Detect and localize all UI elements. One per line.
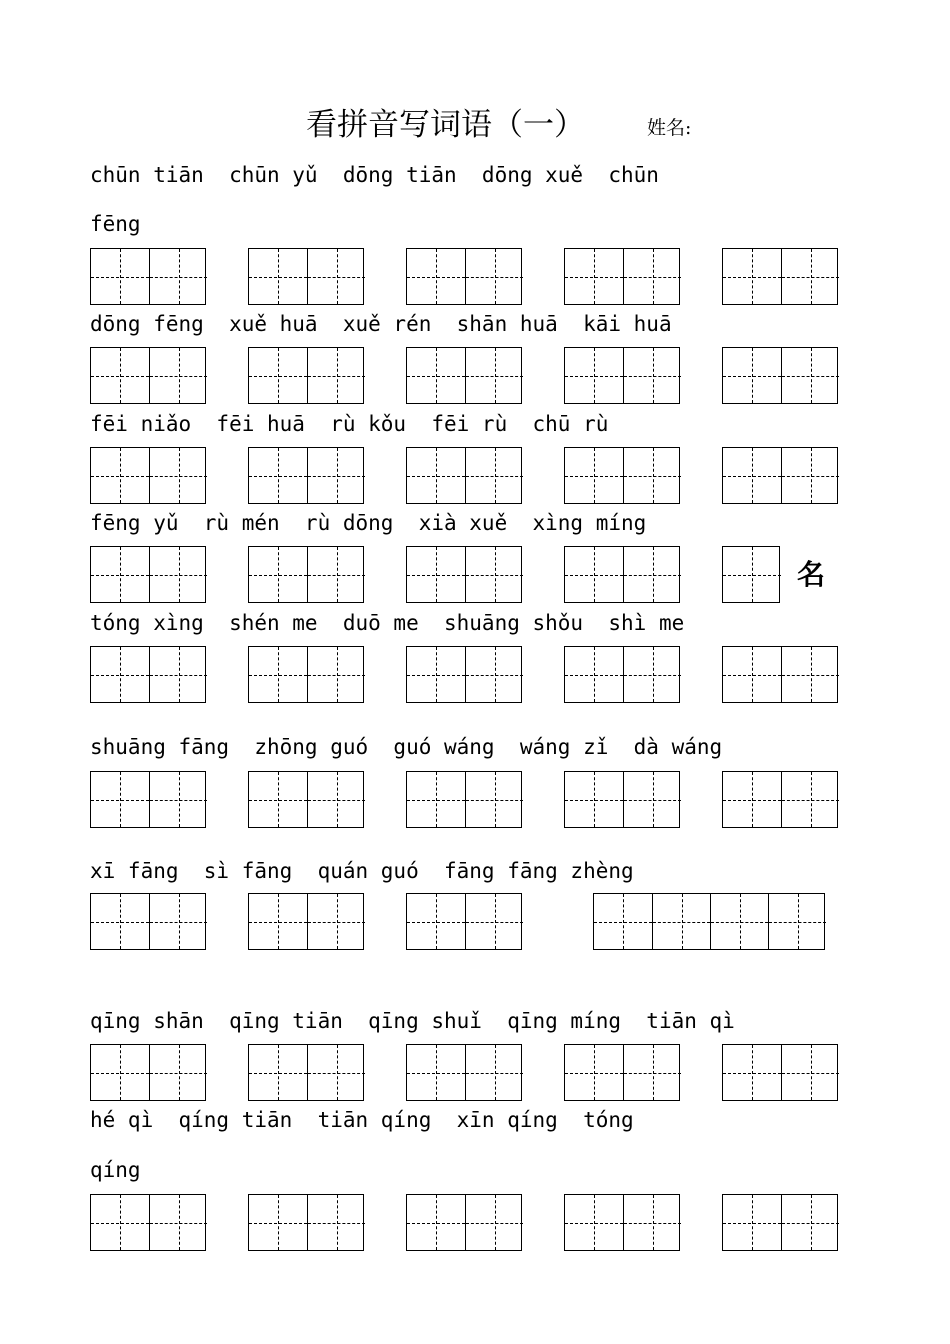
character-cell[interactable] bbox=[91, 547, 149, 602]
character-cell[interactable] bbox=[781, 448, 839, 503]
writing-box bbox=[406, 1194, 522, 1251]
writing-box bbox=[90, 546, 206, 603]
character-cell[interactable] bbox=[565, 1195, 623, 1250]
character-cell[interactable] bbox=[781, 348, 839, 403]
writing-box bbox=[90, 893, 206, 950]
character-cell[interactable] bbox=[149, 249, 207, 304]
writing-box bbox=[90, 771, 206, 828]
pinyin-line: hé qì qíng tiān tiān qíng xīn qíng tóng bbox=[90, 1108, 634, 1132]
writing-box bbox=[90, 1194, 206, 1251]
character-cell[interactable] bbox=[91, 1195, 149, 1250]
character-cell[interactable] bbox=[307, 647, 365, 702]
pinyin-line: fēi niǎo fēi huā rù kǒu fēi rù chū rù bbox=[90, 412, 609, 436]
writing-box bbox=[406, 1044, 522, 1101]
character-cell[interactable] bbox=[149, 1045, 207, 1100]
pinyin-line: dōng fēng xuě huā xuě rén shān huā kāi huā bbox=[90, 312, 672, 336]
writing-box bbox=[248, 248, 364, 305]
character-cell[interactable] bbox=[407, 547, 465, 602]
character-cell[interactable] bbox=[465, 249, 523, 304]
writing-box bbox=[248, 646, 364, 703]
writing-box bbox=[564, 646, 680, 703]
character-cell[interactable] bbox=[249, 647, 307, 702]
character-cell[interactable] bbox=[91, 647, 149, 702]
writing-box bbox=[248, 347, 364, 404]
character-cell[interactable] bbox=[465, 348, 523, 403]
character-cell[interactable] bbox=[723, 772, 781, 827]
character-cell[interactable] bbox=[781, 249, 839, 304]
character-cell[interactable] bbox=[407, 348, 465, 403]
pinyin-line: qíng bbox=[90, 1158, 141, 1182]
writing-box bbox=[564, 447, 680, 504]
writing-box bbox=[406, 347, 522, 404]
character-cell[interactable] bbox=[249, 894, 307, 949]
writing-box bbox=[722, 447, 838, 504]
character-cell[interactable] bbox=[723, 647, 781, 702]
writing-box bbox=[564, 347, 680, 404]
character-cell[interactable] bbox=[149, 894, 207, 949]
character-cell[interactable] bbox=[723, 448, 781, 503]
character-cell[interactable] bbox=[781, 1045, 839, 1100]
character-cell[interactable] bbox=[307, 249, 365, 304]
character-cell[interactable] bbox=[407, 448, 465, 503]
character-cell[interactable] bbox=[465, 547, 523, 602]
character-cell[interactable] bbox=[249, 348, 307, 403]
character-cell[interactable] bbox=[565, 249, 623, 304]
writing-box bbox=[564, 248, 680, 305]
character-cell[interactable] bbox=[723, 1195, 781, 1250]
character-cell[interactable] bbox=[91, 348, 149, 403]
writing-box bbox=[90, 646, 206, 703]
character-cell[interactable] bbox=[623, 1045, 681, 1100]
character-cell[interactable] bbox=[249, 249, 307, 304]
character-cell[interactable] bbox=[249, 1195, 307, 1250]
pinyin-line: tóng xìng shén me duō me shuāng shǒu shì me bbox=[90, 611, 685, 635]
character-cell[interactable] bbox=[149, 1195, 207, 1250]
writing-box bbox=[722, 1044, 838, 1101]
character-cell[interactable] bbox=[91, 1045, 149, 1100]
writing-box bbox=[90, 248, 206, 305]
character-cell[interactable] bbox=[307, 1045, 365, 1100]
character-cell[interactable] bbox=[407, 647, 465, 702]
character-cell[interactable] bbox=[565, 647, 623, 702]
character-cell[interactable] bbox=[407, 894, 465, 949]
writing-box bbox=[722, 646, 838, 703]
pinyin-line: xī fāng sì fāng quán guó fāng fāng zhèng bbox=[90, 859, 634, 883]
writing-box bbox=[722, 1194, 838, 1251]
character-cell[interactable] bbox=[623, 249, 681, 304]
character-cell[interactable] bbox=[249, 547, 307, 602]
writing-box bbox=[722, 771, 838, 828]
character-cell[interactable] bbox=[91, 249, 149, 304]
character-cell[interactable] bbox=[249, 1045, 307, 1100]
writing-box bbox=[248, 893, 364, 950]
writing-box bbox=[406, 646, 522, 703]
character-cell[interactable] bbox=[623, 647, 681, 702]
character-cell[interactable] bbox=[623, 547, 681, 602]
writing-box bbox=[406, 248, 522, 305]
character-cell[interactable] bbox=[623, 348, 681, 403]
character-cell[interactable] bbox=[565, 772, 623, 827]
character-cell[interactable] bbox=[723, 348, 781, 403]
writing-box bbox=[564, 1044, 680, 1101]
character-cell[interactable] bbox=[307, 448, 365, 503]
character-cell[interactable] bbox=[710, 894, 768, 949]
character-cell[interactable] bbox=[465, 772, 523, 827]
writing-box bbox=[564, 771, 680, 828]
character-cell[interactable] bbox=[781, 647, 839, 702]
character-cell[interactable] bbox=[565, 1045, 623, 1100]
worksheet-title: 看拼音写词语（一） bbox=[306, 107, 585, 143]
character-cell[interactable] bbox=[149, 348, 207, 403]
writing-box bbox=[90, 347, 206, 404]
character-cell[interactable] bbox=[723, 1045, 781, 1100]
character-cell[interactable] bbox=[149, 647, 207, 702]
character-cell[interactable] bbox=[91, 894, 149, 949]
writing-box bbox=[248, 546, 364, 603]
character-cell[interactable] bbox=[407, 249, 465, 304]
character-cell[interactable] bbox=[407, 1045, 465, 1100]
character-cell[interactable] bbox=[623, 772, 681, 827]
character-cell[interactable] bbox=[465, 894, 523, 949]
writing-box bbox=[248, 447, 364, 504]
writing-box bbox=[564, 546, 680, 603]
character-cell[interactable] bbox=[465, 647, 523, 702]
writing-box bbox=[722, 347, 838, 404]
writing-box bbox=[406, 893, 522, 950]
character-cell[interactable] bbox=[249, 772, 307, 827]
character-cell[interactable] bbox=[623, 448, 681, 503]
writing-box bbox=[564, 1194, 680, 1251]
character-cell[interactable] bbox=[565, 547, 623, 602]
character-cell[interactable] bbox=[149, 547, 207, 602]
character-cell[interactable] bbox=[565, 348, 623, 403]
character-cell[interactable] bbox=[723, 249, 781, 304]
character-cell[interactable] bbox=[307, 772, 365, 827]
writing-box bbox=[722, 248, 838, 305]
character-cell[interactable] bbox=[91, 448, 149, 503]
character-cell[interactable] bbox=[652, 894, 710, 949]
pinyin-line: fēng yǔ rù mén rù dōng xià xuě xìng míng bbox=[90, 511, 647, 535]
writing-box bbox=[406, 546, 522, 603]
character-cell[interactable] bbox=[407, 1195, 465, 1250]
writing-box bbox=[90, 447, 206, 504]
character-cell[interactable] bbox=[565, 448, 623, 503]
character-cell[interactable] bbox=[723, 547, 781, 602]
character-cell[interactable] bbox=[149, 772, 207, 827]
character-cell[interactable] bbox=[249, 448, 307, 503]
name-label: 姓名: bbox=[647, 117, 692, 139]
writing-box bbox=[406, 447, 522, 504]
character-cell[interactable] bbox=[465, 448, 523, 503]
character-cell[interactable] bbox=[465, 1195, 523, 1250]
pinyin-line: shuāng fāng zhōng guó guó wáng wáng zǐ dà wáng bbox=[90, 735, 723, 759]
character-cell[interactable] bbox=[307, 1195, 365, 1250]
character-cell[interactable] bbox=[465, 1045, 523, 1100]
writing-box bbox=[90, 1044, 206, 1101]
pinyin-line: chūn tiān chūn yǔ dōng tiān dōng xuě chūn bbox=[90, 163, 659, 187]
character-cell[interactable] bbox=[307, 894, 365, 949]
writing-box bbox=[406, 771, 522, 828]
character-cell[interactable] bbox=[307, 547, 365, 602]
character-cell[interactable] bbox=[149, 448, 207, 503]
pinyin-line: fēng bbox=[90, 212, 141, 236]
writing-box bbox=[248, 771, 364, 828]
writing-box bbox=[593, 893, 825, 950]
writing-box bbox=[248, 1194, 364, 1251]
character-cell[interactable] bbox=[768, 894, 826, 949]
character-cell[interactable] bbox=[91, 772, 149, 827]
character-cell[interactable] bbox=[781, 1195, 839, 1250]
character-cell[interactable] bbox=[781, 772, 839, 827]
writing-box bbox=[248, 1044, 364, 1101]
character-cell[interactable] bbox=[307, 348, 365, 403]
character-cell[interactable] bbox=[623, 1195, 681, 1250]
character-cell[interactable] bbox=[594, 894, 652, 949]
character-cell[interactable] bbox=[407, 772, 465, 827]
pinyin-line: qīng shān qīng tiān qīng shuǐ qīng míng tiān qì bbox=[90, 1009, 735, 1033]
given-character: 名 bbox=[796, 558, 825, 591]
writing-box bbox=[722, 546, 780, 603]
